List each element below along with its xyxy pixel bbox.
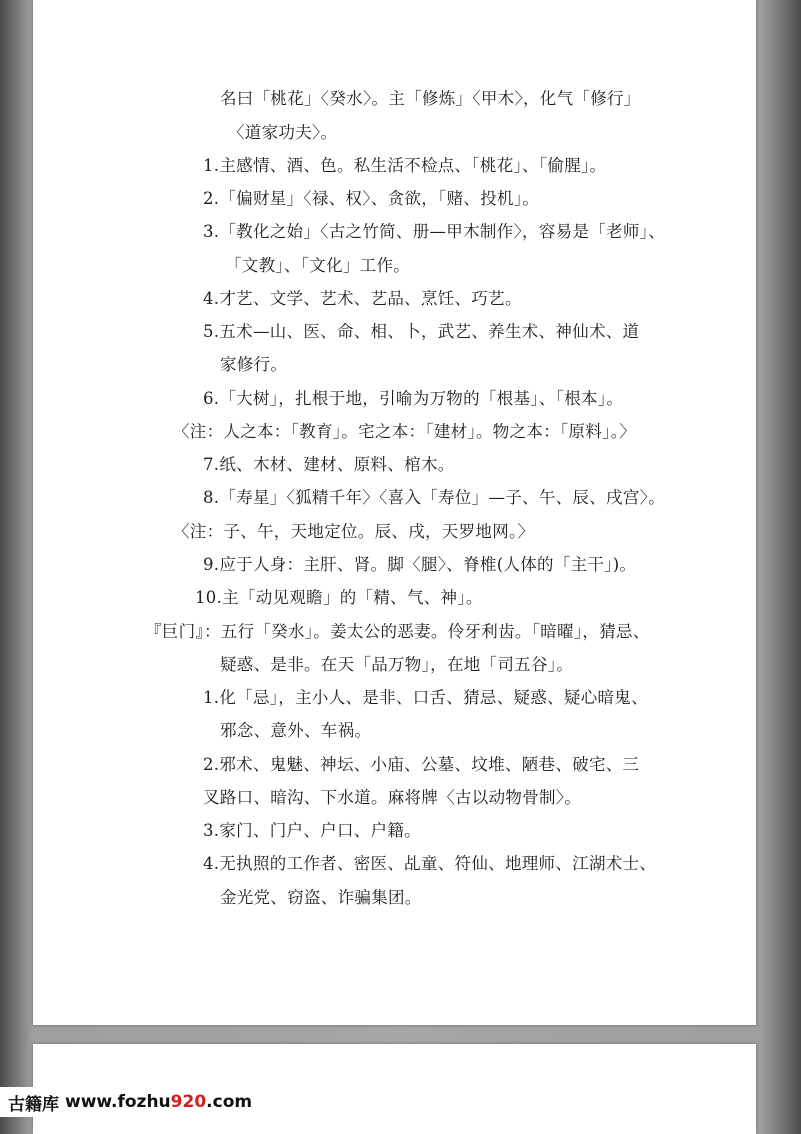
text-line: 4.才艺、文学、艺术、艺品、烹饪、巧艺。	[203, 289, 522, 308]
text-line: 2.「偏财星」〈禄、权〉、贪欲，「赌、投机」。	[203, 189, 540, 208]
watermark-brand: 古籍库	[8, 1094, 59, 1115]
text-line: 〈道家功夫〉。	[228, 123, 338, 142]
text-line: 4.无执照的工作者、密医、乩童、符仙、地理师、江湖术士、	[203, 854, 657, 873]
section-heading-line: 『巨门』：五行「癸水」。姜太公的恶妻。伶牙利齿。「暗曜」，猜忌、	[145, 622, 650, 641]
text-line: 3.「教化之始」〈古之竹简、册—甲木制作〉，容易是「老师」、	[203, 222, 665, 241]
document-page	[33, 0, 756, 1025]
text-line: 「文教」、「文化」工作。	[225, 256, 411, 275]
watermark-url	[65, 1092, 252, 1112]
text-line: 疑惑、是非。在天「品万物」，在地「司五谷」。	[220, 655, 574, 674]
text-line: 5.五术—山、医、命、相、卜，武艺、养生术、神仙术、道	[203, 322, 640, 341]
watermark-url-prefix: www.fozhu	[65, 1092, 171, 1112]
text-line: 1.主感情、酒、色。私生活不检点、「桃花」、「偷腥」。	[203, 156, 607, 175]
site-watermark	[0, 1087, 262, 1117]
text-line: 1.化「忌」，主小人、是非、口舌、猜忌、疑惑、疑心暗鬼、	[203, 688, 648, 707]
text-line: 6.「大树」，扎根于地，引喻为万物的「根基」、「根本」。	[203, 389, 624, 408]
text-line: 家修行。	[220, 355, 288, 374]
watermark-url-number: 920	[170, 1092, 207, 1112]
annotation-line: 〈注：人之本：「教育」。宅之本：「建材」。物之本：「原料」。〉	[173, 422, 637, 441]
text-line: 叉路口、暗沟、下水道。麻将牌〈古以动物骨制〉。	[203, 788, 582, 807]
text-line: 7.纸、木材、建材、原料、棺木。	[203, 455, 455, 474]
text-line: 10.主「动见观瞻」的「精、气、神」。	[195, 588, 483, 607]
text-line: 邪念、意外、车祸。	[220, 721, 372, 740]
text-line: 9.应于人身：主肝、肾。脚〈腿〉、脊椎(人体的「主干」)。	[203, 555, 637, 574]
text-line: 金光党、窃盗、诈骗集团。	[220, 888, 422, 907]
text-line: 3.家门、门户、户口、户籍。	[203, 821, 421, 840]
text-line: 名曰「桃花」〈癸水〉。主「修炼」〈甲木〉，化气「修行」	[220, 89, 641, 108]
watermark-url-suffix: .com	[206, 1092, 253, 1112]
text-line: 8.「寿星」〈狐精千年〉〈喜入「寿位」—子、午、辰、戌宫〉。	[203, 488, 665, 507]
annotation-line: 〈注：子、午，天地定位。辰、戌，天罗地网。〉	[173, 522, 535, 541]
text-line: 2.邪术、鬼魅、神坛、小庙、公墓、坟堆、陋巷、破宅、三	[203, 755, 640, 774]
